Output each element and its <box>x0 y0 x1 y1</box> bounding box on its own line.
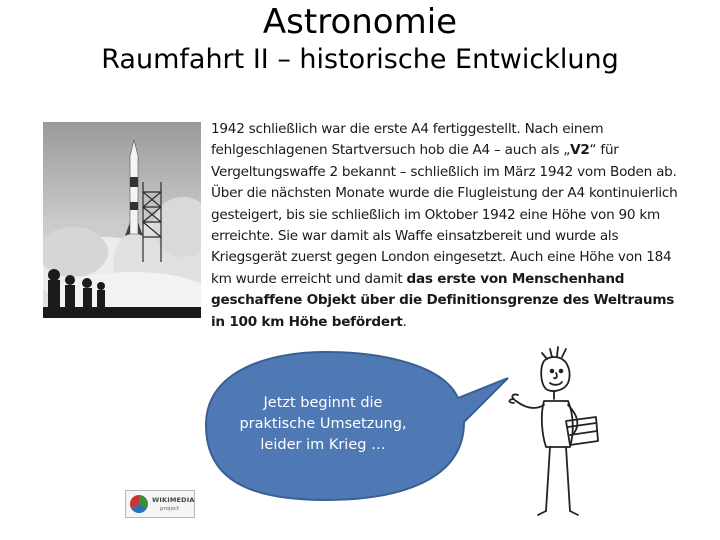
cartoon-character <box>500 345 610 525</box>
page-subtitle: Raumfahrt II – historische Entwicklung <box>101 44 619 75</box>
speech-line-1: Jetzt beginnt die <box>263 395 383 411</box>
wikimedia-globe-icon <box>130 495 148 513</box>
paragraph-bold: das erste von Menschenhand geschaffene Objekt über die Definitionsgrenze des Weltraums in 100 km Höhe befördert <box>211 270 675 330</box>
v2-rocket-photo <box>43 122 201 318</box>
article-paragraph <box>211 119 691 333</box>
paragraph-mid: “ für Vergeltungswaffe 2 bekannt – schließlich im März 1942 vom Boden ab. Über die nächsten Monate wurde die Flugleistung der A4 kontinuierlich gesteigert, bis sie schließlich im Oktober 1942 eine Höhe von 90 km erreichte. Sie war damit als Waffe einsatzbereit und wurde als Kriegsgerät zuerst gegen London eingesetzt. Auch eine Höhe von 184 km wurde erreicht und damit <box>211 142 678 287</box>
speech-bubble-text <box>218 393 428 456</box>
paragraph-end: . <box>402 313 407 330</box>
wikimedia-logo-name: WIKIMEDIA <box>152 496 195 504</box>
speech-line-3: leider im Krieg … <box>260 437 386 453</box>
speech-line-2: praktische Umsetzung, <box>239 416 407 432</box>
wikimedia-logo <box>125 490 195 518</box>
paragraph-start: 1942 schließlich war die erste A4 fertiggestellt. Nach einem fehlgeschlagenen Startversuch hob die A4 – auch als „ <box>211 121 604 159</box>
v2-label: V2 <box>570 142 590 159</box>
wikimedia-logo-sub: project <box>160 506 180 512</box>
page-title: Astronomie <box>262 2 458 42</box>
